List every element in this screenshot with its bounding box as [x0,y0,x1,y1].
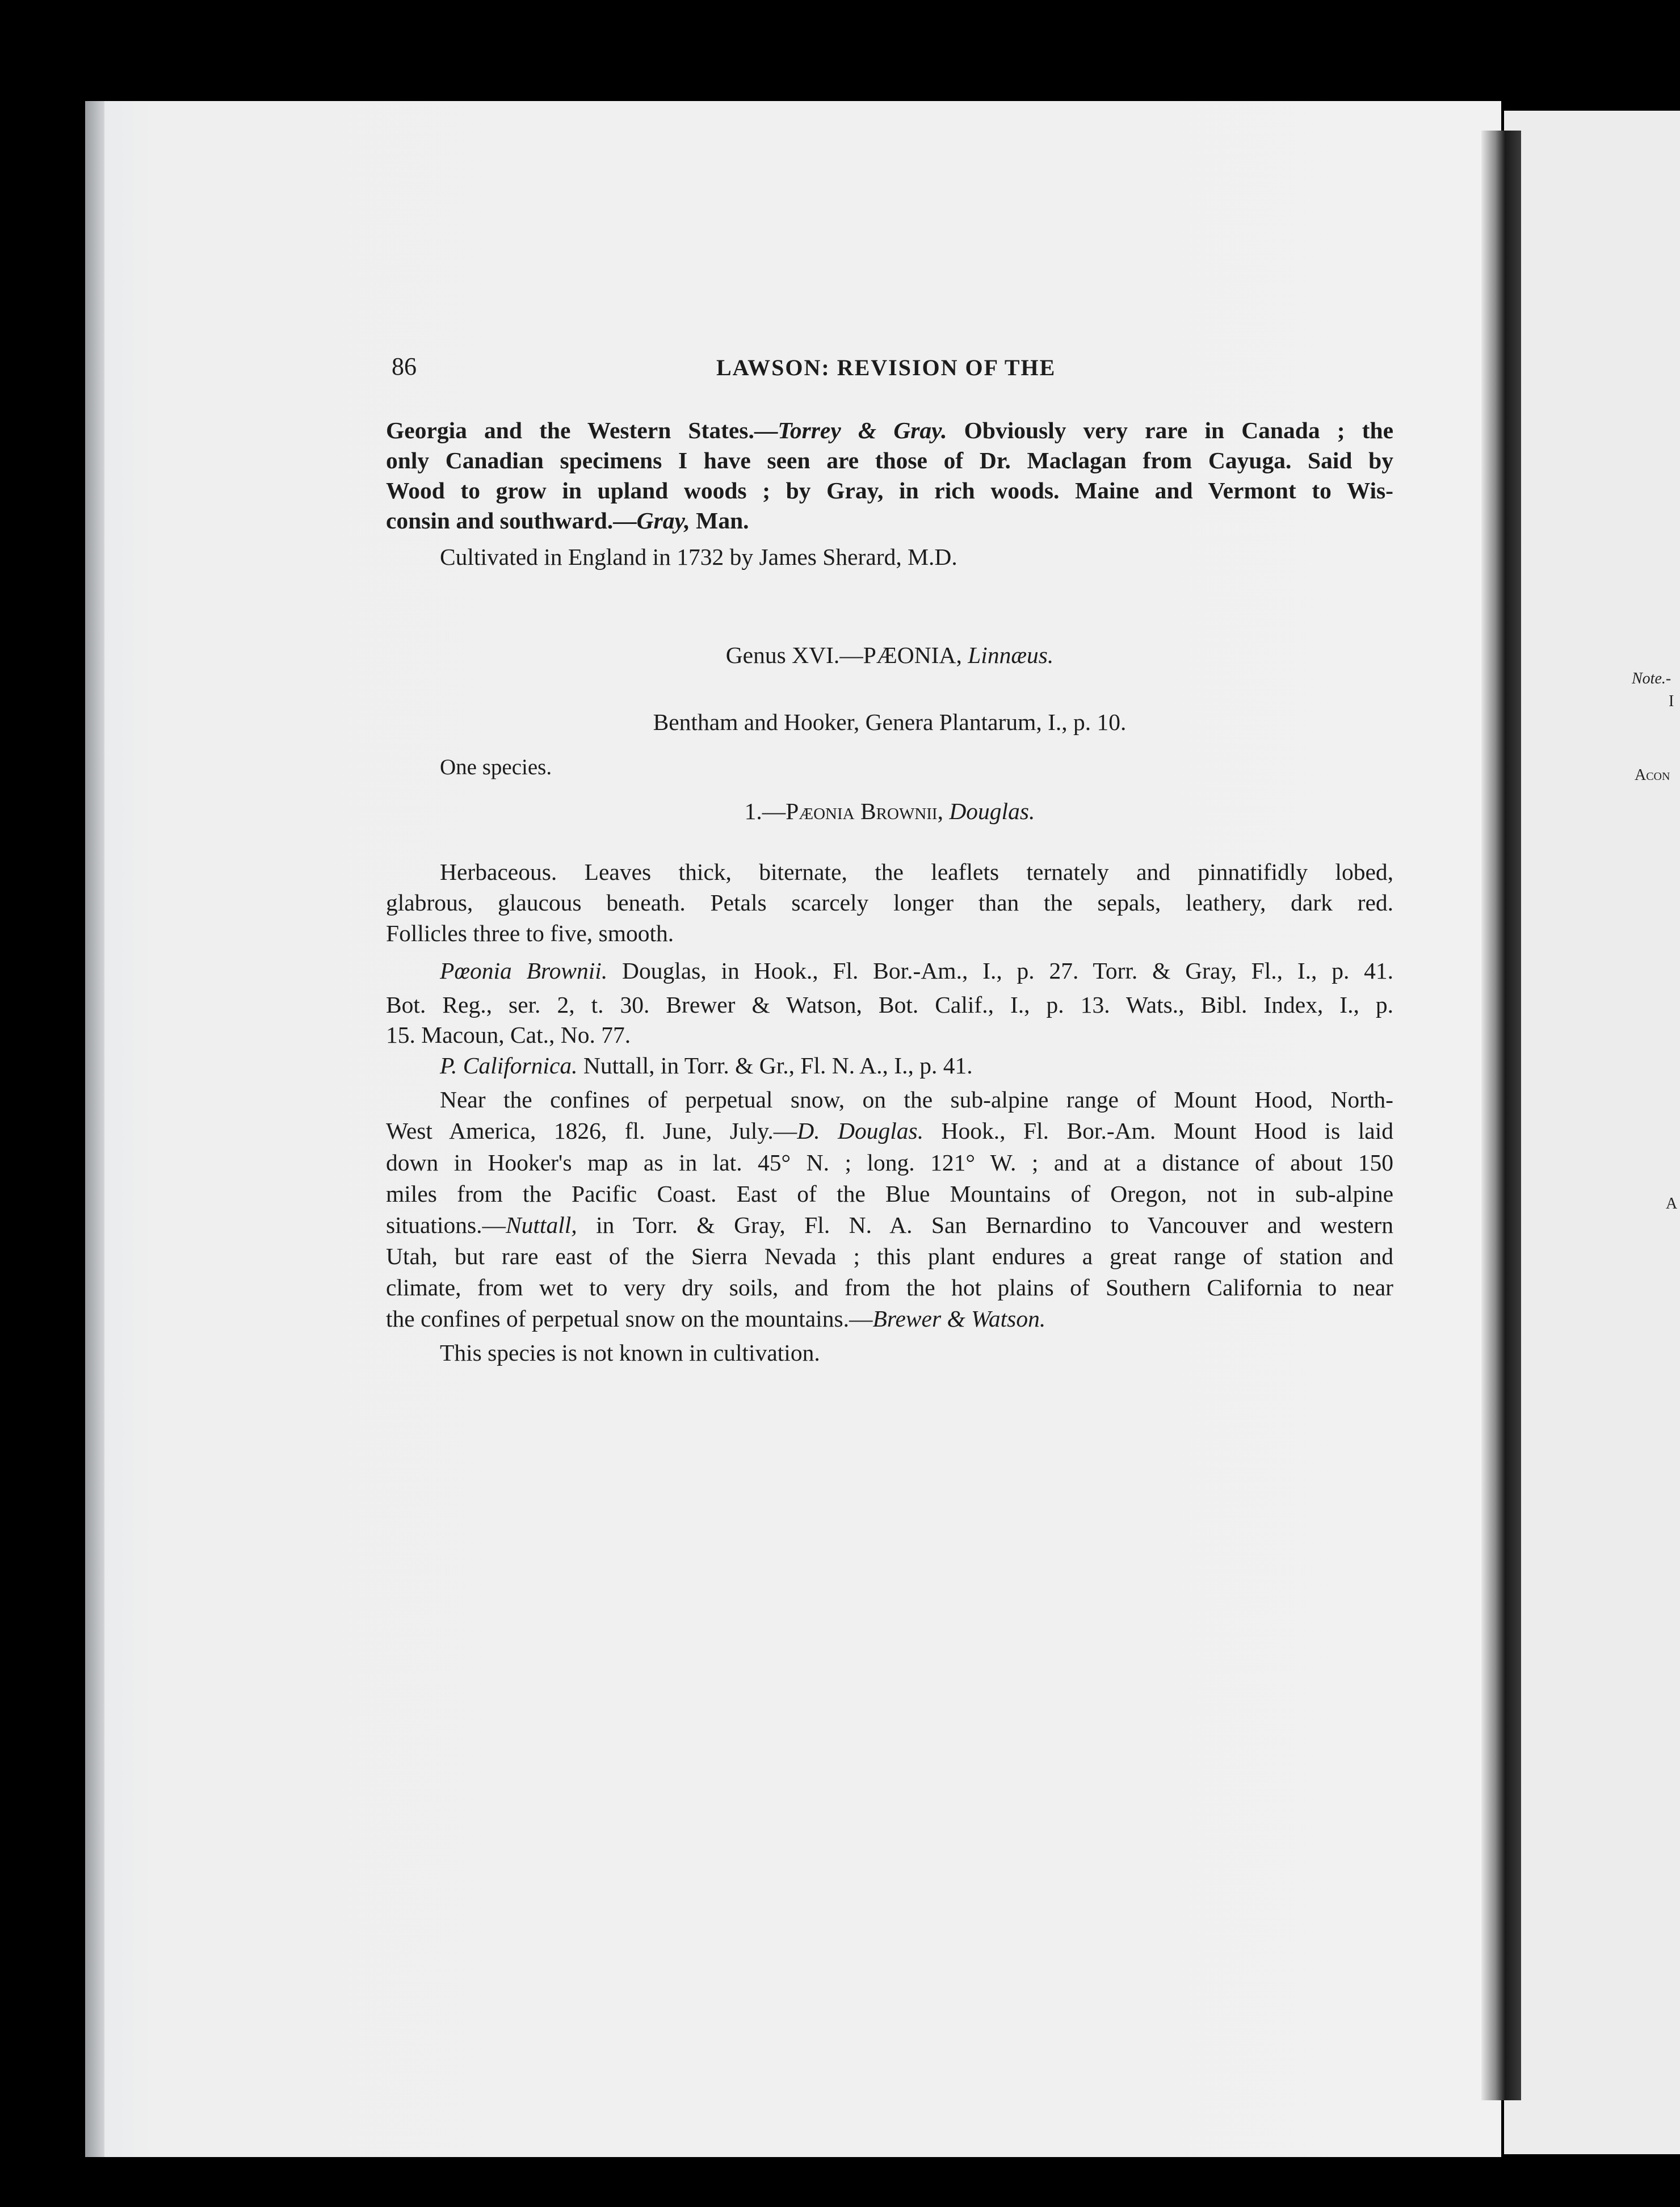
text-line: Pœonia Brownii. Douglas, in Hook., Fl. Bor.-Am., I., p. 27. Torr. & Gray, Fl., I., p. 41. [440,958,1393,984]
text-line: down in Hooker's map as in lat. 45° N. ; long. 121° W. ; and at a distance of about 150 [386,1149,1393,1176]
text-line: 15. Macoun, Cat., No. 77. [386,1022,631,1048]
running-head: LAWSON: REVISION OF THE [716,355,1056,380]
facing-page-fragment: Note.- [1632,670,1671,687]
text-line: miles from the Pacific Coast. East of the Blue Mountains of Oregon, not in sub-alpine [386,1181,1393,1207]
text-line: climate, from wet to very dry soils, and from the hot plains of Southern California to near [386,1274,1393,1300]
text-line: Follicles three to five, smooth. [386,920,674,946]
text-line: Cultivated in England in 1732 by James Sherard, M.D. [440,544,957,570]
book-gutter [1481,131,1521,2100]
text-line: P. Californica. Nuttall, in Torr. & Gr., Fl. N. A., I., p. 41. [440,1052,973,1079]
text-line: consin and southward.—Gray, Man. [386,507,749,534]
genus-reference: Bentham and Hooker, Genera Plantarum, I., p. 10. [653,709,1127,735]
facing-page-fragment: I [1669,693,1674,710]
text-line: only Canadian specimens I have seen are those of Dr. Maclagan from Cayuga. Said by [386,447,1393,473]
genus-heading: Genus XVI.—PÆONIA, Linnæus. [725,642,1054,668]
text-line: the confines of perpetual snow on the mountains.—Brewer & Watson. [386,1306,1046,1332]
text-line: Herbaceous. Leaves thick, biternate, the leaflets ternately and pinnatifidly lobed, [440,859,1393,885]
text-line: Utah, but rare east of the Sierra Nevada ; this plant endures a great range of station and [386,1243,1393,1269]
text-line: Bot. Reg., ser. 2, t. 30. Brewer & Watson, Bot. Calif., I., p. 13. Wats., Bibl. Index, I., p. [386,992,1393,1018]
species-heading: 1.—Pæonia Brownii, Douglas. [744,798,1035,824]
text-line: Near the confines of perpetual snow, on the sub-alpine range of Mount Hood, North- [440,1086,1393,1113]
page-edge-shadow [85,101,104,2157]
facing-page-fragment: Acon [1635,766,1670,784]
text-line: This species is not known in cultivation. [440,1340,820,1366]
text-line: situations.—Nuttall, in Torr. & Gray, Fl. N. A. San Bernardino to Vancouver and western [386,1212,1393,1238]
facing-page [1504,111,1680,2154]
page-number: 86 [392,353,417,380]
text-line: Wood to grow in upland woods ; by Gray, in rich woods. Maine and Vermont to Wis- [386,477,1393,504]
facing-page-fragment: A [1666,1195,1678,1212]
species-count: One species. [440,755,552,779]
text-line: West America, 1826, fl. June, July.—D. Douglas. Hook., Fl. Bor.-Am. Mount Hood is laid [386,1118,1394,1144]
text-line: glabrous, glaucous beneath. Petals scarcely longer than the sepals, leathery, dark red. [386,889,1393,916]
text-line: Georgia and the Western States.—Torrey & Gray. Obviously very rare in Canada ; the [386,417,1393,443]
